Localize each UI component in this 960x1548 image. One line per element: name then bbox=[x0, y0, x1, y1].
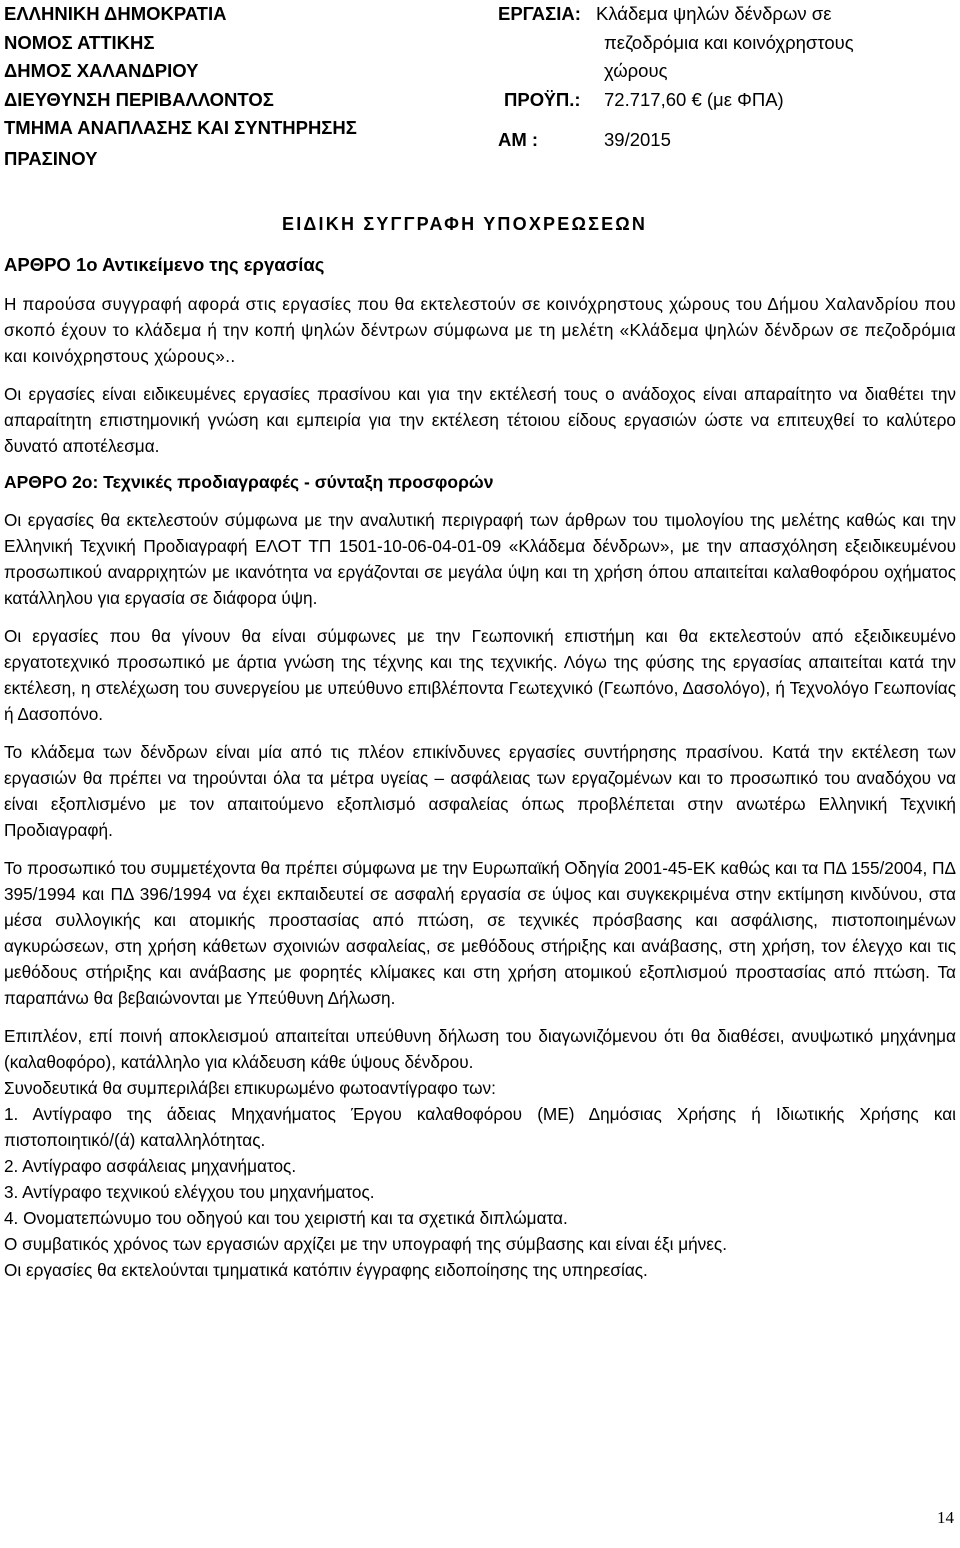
work-value-line: πεζοδρόμια και κοινόχρηστους bbox=[604, 31, 854, 53]
project-info-block bbox=[498, 0, 958, 155]
issuer-line: ΔΙΕΥΘΥΝΣΗ ΠΕΡΙΒΑΛΛΟΝΤΟΣ bbox=[4, 88, 274, 110]
attachment-item: 4. Ονοματεπώνυμο του οδηγού και του χειριστή και τα σχετικά διπλώματα. bbox=[4, 1208, 568, 1228]
closing-line: Οι εργασίες θα εκτελούνται τμηματικά κατόπιν έγγραφης ειδοποίησης της υπηρεσίας. bbox=[4, 1260, 648, 1280]
paragraph: Επιπλέον, επί ποινή αποκλεισμού απαιτείται υπεύθυνη δήλωση του διαγωνιζόμενου ότι θα διαθέσει, ανυψωτικό μηχάνημα (καλαθοφόρο), κατάλληλο για κλάδευση κάθε ύψους δένδρου. bbox=[4, 1026, 956, 1072]
issuer-line: ΕΛΛΗΝΙΚΗ ΔΗΜΟΚΡΑΤΙΑ bbox=[4, 3, 227, 24]
am-label: ΑΜ : bbox=[498, 129, 539, 150]
paragraph: Το κλάδεμα των δένδρων είναι μία από τις πλέον επικίνδυνες εργασίες συντήρησης πρασίνου. Κατά την εκτέλεση των εργασιών θα πρέπει να τηρούνται όλα τα μέτρα υγείας – ασφάλειας των εργαζομένων και το προσωπικό του αναδόχου να είναι εξοπλισμένο με τον απαιτούμενο εξοπλισμό ασφαλείας όπως προβλέπεται στην ανωτέρω Ελληνική Τεχνική Προδιαγραφή. bbox=[4, 742, 956, 840]
work-value-line: Κλάδεμα ψηλών δένδρων σε bbox=[596, 3, 832, 24]
work-value-line: χώρους bbox=[604, 60, 668, 81]
issuer-line: ΝΟΜΟΣ ΑΤΤΙΚΗΣ bbox=[4, 31, 155, 53]
document-body bbox=[4, 291, 956, 1283]
attachment-item: 3. Αντίγραφο τεχνικού ελέγχου του μηχανήματος. bbox=[4, 1182, 375, 1202]
attachment-item: 2. Αντίγραφο ασφάλειας μηχανήματος. bbox=[4, 1156, 297, 1176]
am-value: 39/2015 bbox=[604, 129, 671, 150]
issuer-line: ΔΗΜΟΣ ΧΑΛΑΝΔΡΙΟΥ bbox=[4, 60, 199, 81]
paragraph: Οι εργασίες είναι ειδικευμένες εργασίες πρασίνου και για την εκτέλεσή τους ο ανάδοχος είναι απαραίτητο να διαθέτει την απαραίτητη επιστημονική γνώση και εμπειρία για την εκτέλεση τέτοιου είδους εργασιών ώστε να επιτευχθεί το καλύτερο δυνατό αποτέλεσμα. bbox=[4, 384, 956, 456]
article-2-heading: ΑΡΘΡΟ 2ο: Τεχνικές προδιαγραφές - σύνταξη προσφορών bbox=[4, 472, 494, 492]
closing-line: Ο συμβατικός χρόνος των εργασιών αρχίζει με την υπογραφή της σύμβασης και είναι έξι μήνες. bbox=[4, 1234, 727, 1254]
budget-label: ΠΡΟΫΠ.: bbox=[504, 88, 581, 110]
article-1-heading: ΑΡΘΡΟ 1ο Αντικείμενο της εργασίας bbox=[4, 254, 325, 275]
paragraph: Το προσωπικό του συμμετέχοντα θα πρέπει σύμφωνα με την Ευρωπαϊκή Οδηγία 2001-45-ΕΚ καθώς και τα ΠΔ 155/2004, ΠΔ 395/1994 και ΠΔ 396/1994 να έχει εκπαιδευτεί σε ασφαλή εργασία σε ύψος και συγκεκριμένα στην εκτίμηση κινδύνου, στα μέσα συλλογικής και ατομικής προστασίας από πτώση, σε τεχνικές πρόσβασης και ασφάλισης, πιστοποιημένων αγκυρώσεων, στη χρήση κάθετων σχοινιών ασφαλείας, σε μεθόδους στήριξης και ανάβασης, στη χρήση, τον έλεγχο και τις μεθόδους στήριξης και ανάβασης με φορητές κλίμακες και στη χρήση ατομικού εξοπλισμού προστασίας από πτώση. Τα παραπάνω θα βεβαιώνονται με Υπεύθυνη Δήλωση. bbox=[4, 858, 956, 1008]
attachment-item: 1. Αντίγραφο της άδειας Μηχανήματος Έργου καλαθοφόρου (ΜΕ) Δημόσιας Χρήσης ή Ιδιωτικής Χρήσης και πιστοποιητικό/(ά) καταλληλότητας. bbox=[4, 1104, 956, 1150]
paragraph: Η παρούσα συγγραφή αφορά στις εργασίες που θα εκτελεστούν σε κοινόχρηστους χώρους του Δήμου Χαλανδρίου που σκοπό έχουν το κλάδεμα ή την κοπή ψηλών δέντρων σύμφωνα με τη μελέτη «Κλάδεμα ψηλών δένδρων σε πεζοδρόμια και κοινόχρηστους χώρους».. bbox=[4, 294, 956, 366]
issuer-line: ΤΜΗΜΑ ΑΝΑΠΛΑΣΗΣ ΚΑΙ ΣΥΝΤΗΡΗΣΗΣ bbox=[4, 117, 357, 138]
document-title: ΕΙΔΙΚΗ ΣΥΓΓΡΑΦΗ ΥΠΟΧΡΕΩΣΕΩΝ bbox=[282, 214, 648, 234]
work-label: ΕΡΓΑΣΙΑ: bbox=[498, 3, 581, 24]
page-number: 14 bbox=[937, 1508, 954, 1527]
paragraph: Οι εργασίες θα εκτελεστούν σύμφωνα με την αναλυτική περιγραφή των άρθρων του τιμολογίου της μελέτης καθώς και την Ελληνική Τεχνική Προδιαγραφή ΕΛΟΤ ΤΠ 1501-10-06-04-01-09 «Κλάδεμα δένδρων», με την απασχόληση εξειδικευμένου προσωπικού αναρριχητών με ικανότητα να εργάζονται σε μεγάλα ύψη και τη χρήση όπου απαιτείται καλαθοφόρου οχήματος κατάλληλου για εργασία σε διάφορα ύψη. bbox=[4, 510, 956, 608]
budget-value: 72.717,60 € (με ΦΠΑ) bbox=[604, 88, 784, 110]
issuer-block bbox=[4, 0, 484, 173]
issuer-line: ΠΡΑΣΙΝΟΥ bbox=[4, 147, 98, 169]
paragraph: Οι εργασίες που θα γίνουν θα είναι σύμφωνες με την Γεωπονική επιστήμη και θα εκτελεστούν από εξειδικευμένο εργατοτεχνικό προσωπικό με άρτια γνώση της τέχνης και της τεχνικής. Λόγω της φύσης της εργασίας απαιτείται κατά την εκτέλεση, η στελέχωση του συνεργείου με υπεύθυνο επιβλέποντα Γεωτεχνικό (Γεωπόνο, Δασολόγο), ή Τεχνολόγο Γεωπονίας ή Δασοπόνο. bbox=[4, 626, 956, 724]
attachments-intro: Συνοδευτικά θα συμπεριλάβει επικυρωμένο φωτοαντίγραφο των: bbox=[4, 1078, 496, 1098]
